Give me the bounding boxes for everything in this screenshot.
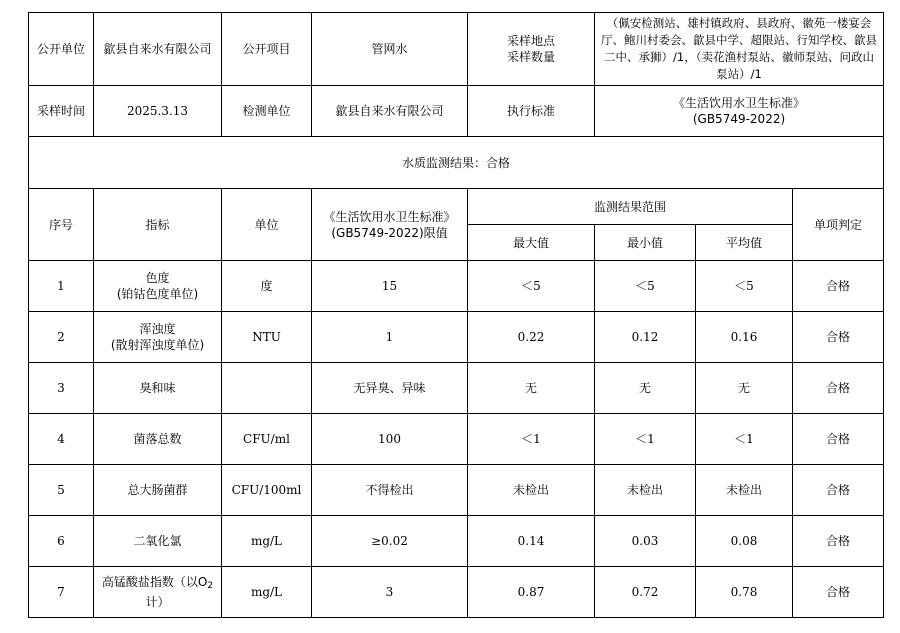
col-min: 最小值 [595,225,696,261]
header-row-1 [29,13,884,86]
row-avg: 无 [696,363,793,414]
row-min: ＜5 [595,261,696,312]
indicator-subname: (散射浑浊度单位) [110,338,205,352]
row-max: 未检出 [468,465,595,516]
result-summary: 水质监测结果：合格 [29,137,884,189]
row-unit: CFU/ml [222,414,312,465]
row-min: 0.72 [595,567,696,618]
indicator-subname: (铂钴色度单位) [116,287,199,301]
row-unit: CFU/100ml [222,465,312,516]
row-judgement: 合格 [793,312,884,363]
row-max: 0.87 [468,567,595,618]
row-seq: 5 [29,465,94,516]
row-seq: 1 [29,261,94,312]
row-min: 未检出 [595,465,696,516]
row-limit: 15 [312,261,468,312]
indicator-name: 二氧化氯 [133,534,182,548]
col-judgement: 单项判定 [793,189,884,261]
row-unit: 度 [222,261,312,312]
standard-line2: (GB5749-2022) [692,112,786,126]
col-seq: 序号 [29,189,94,261]
row-indicator [94,312,222,363]
row-judgement: 合格 [793,363,884,414]
row-judgement: 合格 [793,567,884,618]
row-judgement: 合格 [793,465,884,516]
col-max: 最大值 [468,225,595,261]
sites-text: （佩安检测站、雄村镇政府、县政府、徽苑一楼宴会厅、鲍川村委会、歙县中学、超限站、行知学校、歙县二中、承狮）/1，（卖花渔村泵站、徽师泵站、问政山泵站）/1 [595,13,884,86]
table-row [29,465,884,516]
unit-label: 检测单位 [222,86,312,137]
standard-value [595,86,884,137]
row-avg: ＜5 [696,261,793,312]
row-unit: mg/L [222,516,312,567]
row-indicator [94,414,222,465]
table-row [29,261,884,312]
row-limit: ≥0.02 [312,516,468,567]
row-limit: 无异臭、异味 [312,363,468,414]
row-judgement: 合格 [793,414,884,465]
row-max: 0.22 [468,312,595,363]
indicator-subname: 计） [145,595,170,609]
row-indicator [94,465,222,516]
row-seq: 2 [29,312,94,363]
row-min: 0.03 [595,516,696,567]
indicator-name: 色度 [145,271,170,285]
standard-label: 执行标准 [468,86,595,137]
unit-value: 歙县自来水有限公司 [312,86,468,137]
site-label [468,13,595,86]
summary-row [29,137,884,189]
row-min: 0.12 [595,312,696,363]
row-unit: mg/L [222,567,312,618]
row-min: ＜1 [595,414,696,465]
col-avg: 平均值 [696,225,793,261]
row-seq: 7 [29,567,94,618]
row-indicator [94,516,222,567]
row-max: ＜5 [468,261,595,312]
indicator-name: 臭和味 [139,381,176,395]
report-table [28,12,884,618]
indicator-name-line [98,574,217,594]
row-indicator [94,363,222,414]
row-max: 无 [468,363,595,414]
column-header-row-1 [29,189,884,225]
row-judgement: 合格 [793,261,884,312]
col-limit-line1: 《生活饮用水卫生标准》 [323,209,456,224]
row-avg: 0.08 [696,516,793,567]
publisher-value: 歙县自来水有限公司 [94,13,222,86]
header-row-2 [29,86,884,137]
row-judgement: 合格 [793,516,884,567]
row-avg: 0.78 [696,567,793,618]
row-seq: 3 [29,363,94,414]
row-indicator [94,567,222,618]
table-row [29,567,884,618]
time-value: 2025.3.13 [94,86,222,137]
row-indicator [94,261,222,312]
row-unit [222,363,312,414]
indicator-subscript: 2 [207,581,214,591]
row-max: 0.14 [468,516,595,567]
row-avg: 0.16 [696,312,793,363]
row-limit: 1 [312,312,468,363]
indicator-name: 总大肠菌群 [127,483,188,497]
standard-line1: 《生活饮用水卫生标准》 [673,96,806,110]
row-seq: 4 [29,414,94,465]
publisher-label: 公开单位 [29,13,94,86]
col-unit: 单位 [222,189,312,261]
indicator-name: 浑浊度 [139,322,176,336]
row-min: 无 [595,363,696,414]
time-label: 采样时间 [29,86,94,137]
site-label-line2: 采样数量 [506,50,555,64]
col-limit-line2: (GB5749-2022)限值 [331,225,448,240]
table-row [29,312,884,363]
item-label: 公开项目 [222,13,312,86]
item-value: 管网水 [312,13,468,86]
table-row [29,516,884,567]
col-range-group: 监测结果范围 [468,189,793,225]
table-row [29,414,884,465]
row-max: ＜1 [468,414,595,465]
indicator-name: 高锰酸盐指数（以O [101,575,208,589]
row-unit: NTU [222,312,312,363]
water-quality-report [28,12,884,618]
row-limit: 3 [312,567,468,618]
col-limit [312,189,468,261]
row-avg: 未检出 [696,465,793,516]
table-row [29,363,884,414]
row-limit: 不得检出 [312,465,468,516]
col-indicator: 指标 [94,189,222,261]
row-limit: 100 [312,414,468,465]
row-seq: 6 [29,516,94,567]
row-avg: ＜1 [696,414,793,465]
site-label-line1: 采样地点 [506,34,555,48]
indicator-name: 菌落总数 [133,432,182,446]
